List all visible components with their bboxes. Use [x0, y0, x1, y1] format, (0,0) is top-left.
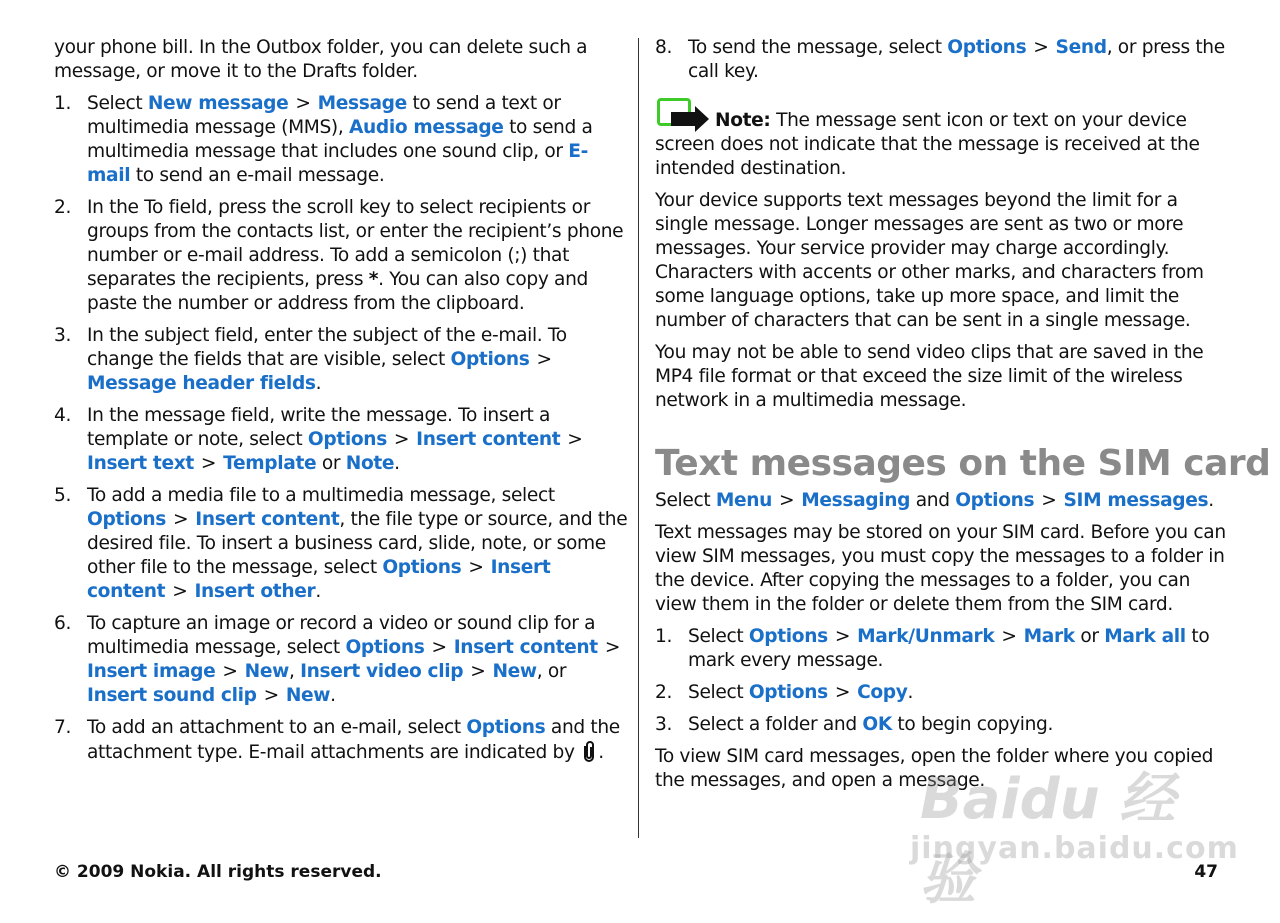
column-divider — [638, 38, 639, 838]
path-separator: > — [222, 661, 238, 682]
menu-path-link: Menu — [715, 490, 773, 511]
menu-path-link: Options — [466, 717, 546, 738]
bold-key: * — [368, 269, 379, 290]
step-number: 8. — [655, 37, 673, 58]
step-number: 2. — [54, 197, 72, 218]
menu-path-link: Options — [955, 490, 1035, 511]
path-separator: > — [1033, 37, 1049, 58]
path-separator: > — [393, 429, 410, 450]
path-separator: > — [567, 429, 583, 450]
note-text: The message sent icon or text on your device screen does not indicate that the message is received at the intended destination. — [655, 110, 1200, 179]
note-paragraph — [655, 98, 1229, 181]
menu-path-link: Insert video clip — [300, 661, 464, 682]
list-item: 8. To send the message, select Options > Send, or press the call key. — [655, 37, 1225, 82]
view-sim-paragraph: To view SIM card messages, open the folder where you copied the messages, and open a message. — [655, 746, 1214, 791]
menu-path-link: Options — [87, 509, 167, 530]
menu-path-link: Send — [1055, 37, 1107, 58]
path-separator: > — [468, 557, 484, 578]
step-number: 5. — [54, 485, 72, 506]
note-label: Note: — [715, 110, 771, 131]
menu-path-link: Insert other — [194, 581, 316, 602]
list-item: 1. Select New message > Message to send a text or multimedia message (MMS), Audio message to send a multimedia message that includes one sound clip, or E-mail to send an e-mail message. — [54, 93, 593, 186]
long-messages-paragraph: Your device supports text messages beyond the limit for a single message. Longer messages are sent as two or more messages. Your service provider may charge accordingly. Characters with accents or other marks, and characters from some language options, take up more space, and limit the number of characters that can be sent in a single message. — [655, 190, 1204, 331]
path-separator: > — [295, 93, 311, 114]
menu-path-link: Insert content — [453, 637, 598, 658]
menu-path-link: Audio message — [348, 117, 504, 138]
list-item: 2. In the To field, press the scroll key to select recipients or groups from the contacts list, or enter the recipient’s phone number or e-mail address. To add a semicolon (;) that separates the recipients, press *. You can also copy and paste the number or address from the clipboard. — [54, 197, 624, 314]
path-separator: > — [470, 661, 486, 682]
menu-path-link: Options — [748, 682, 828, 703]
step-number: 1. — [54, 93, 72, 114]
menu-path-link: Options — [748, 626, 828, 647]
paperclip-icon — [580, 740, 598, 771]
list-item: 5. To add a media file to a multimedia message, select Options > Insert content, the file type or source, and the desired file. To insert a business card, slide, note, or some other file to the message, select Options > Insert content > Insert other. — [54, 485, 628, 602]
menu-path-link: Options — [450, 349, 530, 370]
list-item: 6. To capture an image or record a video or sound clip for a multimedia message, select Options > Insert content >Insert image > New, Insert video clip > New, or Insert sound clip > New. — [54, 613, 621, 706]
path-separator: > — [604, 637, 621, 658]
path-separator: > — [1041, 490, 1057, 511]
menu-path-link: Copy — [857, 682, 908, 703]
menu-path-link: Messaging — [801, 490, 911, 511]
menu-path-link: E-mail — [87, 141, 588, 186]
path-separator: > — [834, 682, 851, 703]
menu-path-link: Mark all — [1104, 626, 1186, 647]
menu-path-link: OK — [862, 714, 892, 735]
path-separator: > — [172, 581, 188, 602]
step-number: 7. — [54, 717, 72, 738]
watermark-logo: Baidu 经验 — [920, 767, 1176, 912]
copyright-footer: © 2009 Nokia. All rights reserved. — [54, 862, 382, 882]
step-number: 3. — [655, 714, 673, 735]
watermark-url: jingyan.baidu.com — [910, 831, 1239, 866]
path-separator: > — [536, 349, 552, 370]
path-separator: > — [263, 685, 279, 706]
step-number: 1. — [655, 626, 673, 647]
path-separator: > — [1001, 626, 1017, 647]
menu-path-link: Options — [947, 37, 1027, 58]
path-separator: > — [200, 453, 217, 474]
list-item: 1. Select Options > Mark/Unmark > Mark or Mark all to mark every message. — [655, 626, 1210, 671]
sim-storage-paragraph: Text messages may be stored on your SIM card. Before you can view SIM messages, you must copy the messages to a folder in the device. After copying the messages to a folder, you can view them in the folder or delete them from the SIM card. — [655, 522, 1226, 615]
menu-path-link: Template — [223, 453, 317, 474]
path-separator: > — [431, 637, 447, 658]
menu-path-link: Mark — [1023, 626, 1075, 647]
menu-path-link: Options — [307, 429, 387, 450]
list-item: 3. In the subject field, enter the subject of the e-mail. To change the fields that are visible, select Options >Message header fields. — [54, 325, 567, 394]
section-heading: Text messages on the SIM card — [655, 443, 1271, 484]
video-clips-paragraph: You may not be able to send video clips that are saved in the MP4 file format or that exceed the size limit of the wireless network in a multimedia message. — [655, 342, 1204, 411]
menu-path-link: New — [244, 661, 289, 682]
menu-path-link: Options — [345, 637, 425, 658]
step-number: 2. — [655, 682, 673, 703]
compose-steps-list — [54, 92, 628, 771]
step-number: 6. — [54, 613, 72, 634]
menu-path-link: New — [492, 661, 537, 682]
intro-paragraph: your phone bill. In the Outbox folder, you can delete such a message, or move it to the Drafts folder. — [54, 37, 588, 82]
menu-path-link: Insert content — [195, 509, 340, 530]
select-path-line: Select Menu > Messaging and Options > SIM messages. — [655, 490, 1214, 511]
path-separator: > — [834, 626, 851, 647]
step-number: 3. — [54, 325, 72, 346]
menu-path-link: New — [285, 685, 331, 706]
list-item: 4. In the message field, write the message. To insert a template or note, select Options > Insert content >Insert text > Template or Note. — [54, 405, 583, 474]
menu-path-link: SIM messages — [1063, 490, 1209, 511]
path-separator: > — [779, 490, 795, 511]
menu-path-link: Insert content — [87, 557, 551, 602]
sim-steps-list — [655, 625, 1229, 737]
menu-path-link: New message — [147, 93, 289, 114]
menu-path-link: Insert text — [87, 453, 194, 474]
list-item: 2. Select Options > Copy. — [655, 682, 914, 703]
menu-path-link: Insert image — [87, 661, 216, 682]
menu-path-link: Insert sound clip — [87, 685, 257, 706]
right-column — [655, 36, 1271, 801]
menu-path-link: Insert content — [416, 429, 561, 450]
note-icon — [655, 98, 711, 132]
menu-path-link: Message — [317, 93, 407, 114]
list-item: 3. Select a folder and OK to begin copying. — [655, 714, 1054, 735]
menu-path-link: Message header fields — [87, 373, 316, 394]
menu-path-link: Mark/Unmark — [857, 626, 995, 647]
list-item: 7. To add an attachment to an e-mail, select Options and the attachment type. E-mail attachments are indicated by . — [54, 716, 628, 771]
menu-path-link: Options — [382, 557, 462, 578]
send-steps-list — [655, 36, 1229, 84]
menu-path-link: Note — [345, 453, 395, 474]
path-separator: > — [173, 509, 189, 530]
step-number: 4. — [54, 405, 72, 426]
left-column — [54, 36, 628, 779]
page-number: 47 — [1194, 862, 1218, 882]
